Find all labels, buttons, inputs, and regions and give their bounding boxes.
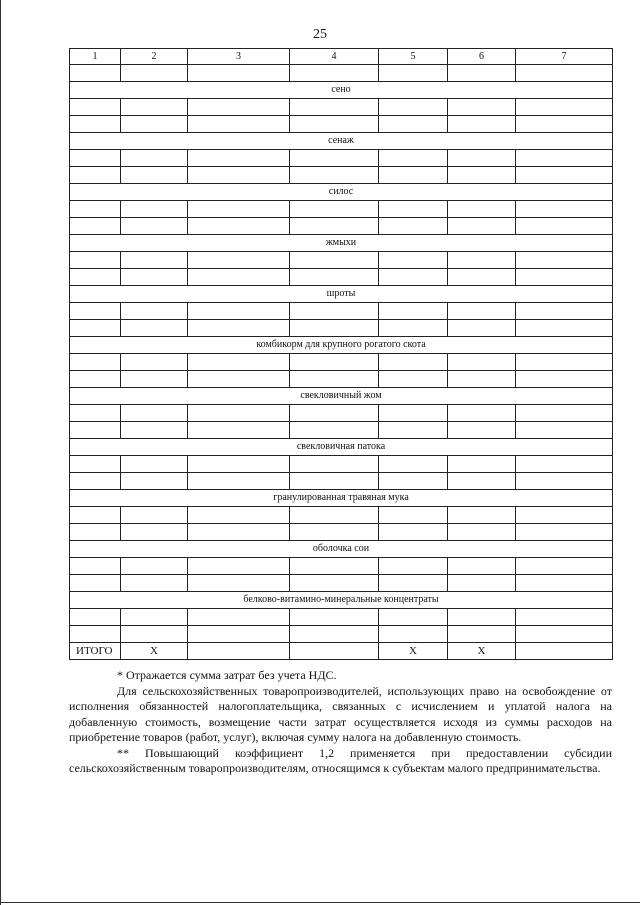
empty-row bbox=[70, 99, 613, 116]
total-cell bbox=[188, 643, 290, 660]
column-number: 1 bbox=[70, 49, 121, 65]
column-number: 3 bbox=[188, 49, 290, 65]
empty-row bbox=[70, 558, 613, 575]
column-number-row bbox=[70, 49, 613, 65]
column-number: 4 bbox=[290, 49, 379, 65]
section-row bbox=[70, 439, 613, 456]
empty-row bbox=[70, 65, 613, 82]
footnote-coefficient: ** Повышающий коэффициент 1,2 применяется при предоставлении субсидии сельскохозяйственным товаропроизводителям, относящимся к субъектам малого предпринимательства. bbox=[69, 745, 612, 775]
scan-bottom-edge bbox=[0, 902, 640, 903]
section-title: оболочка сои bbox=[70, 541, 613, 558]
column-number: 2 bbox=[121, 49, 188, 65]
section-title: сено bbox=[70, 82, 613, 99]
column-number: 6 bbox=[448, 49, 516, 65]
section-row bbox=[70, 184, 613, 201]
section-title: свекловичная патока bbox=[70, 439, 613, 456]
total-cell: Х bbox=[448, 643, 516, 660]
total-cell bbox=[516, 643, 613, 660]
column-number: 7 bbox=[516, 49, 613, 65]
section-title: гранулированная травяная мука bbox=[70, 490, 613, 507]
section-title: белково-витамино-минеральные концентраты bbox=[70, 592, 613, 609]
section-title: шроты bbox=[70, 286, 613, 303]
section-title: силос bbox=[70, 184, 613, 201]
empty-row bbox=[70, 609, 613, 626]
empty-row bbox=[70, 218, 613, 235]
section-row bbox=[70, 592, 613, 609]
section-row bbox=[70, 286, 613, 303]
empty-row bbox=[70, 167, 613, 184]
footnote-vat: * Отражается сумма затрат без учета НДС. bbox=[117, 668, 337, 682]
footnotes bbox=[69, 668, 612, 777]
total-cell bbox=[290, 643, 379, 660]
section-title: свекловичный жом bbox=[70, 388, 613, 405]
empty-row bbox=[70, 303, 613, 320]
section-row bbox=[70, 490, 613, 507]
total-cell: Х bbox=[379, 643, 448, 660]
footnote-exemption: Для сельскохозяйственных товаропроизводителей, использующих право на освобождение от исполнения обязанностей налогоплательщика, связанных с исчислением и уплатой налога на добавленную стоимость, возмещение части затрат осуществляется исходя из суммы расходов на приобретение товаров (работ, услуг), включая сумму налога на добавленную стоимость. bbox=[69, 683, 612, 744]
empty-row bbox=[70, 507, 613, 524]
empty-row bbox=[70, 524, 613, 541]
empty-row bbox=[70, 405, 613, 422]
column-number: 5 bbox=[379, 49, 448, 65]
empty-row bbox=[70, 473, 613, 490]
empty-row bbox=[70, 575, 613, 592]
section-row bbox=[70, 337, 613, 354]
section-row bbox=[70, 82, 613, 99]
empty-row bbox=[70, 252, 613, 269]
empty-row bbox=[70, 201, 613, 218]
section-row bbox=[70, 541, 613, 558]
scan-left-edge bbox=[0, 0, 1, 905]
total-cell: Х bbox=[121, 643, 188, 660]
empty-row bbox=[70, 320, 613, 337]
total-label: ИТОГО bbox=[70, 643, 121, 660]
empty-row bbox=[70, 456, 613, 473]
section-row bbox=[70, 133, 613, 150]
section-title: жмыхи bbox=[70, 235, 613, 252]
feed-cost-table bbox=[69, 48, 613, 660]
empty-row bbox=[70, 422, 613, 439]
empty-row bbox=[70, 269, 613, 286]
section-row bbox=[70, 388, 613, 405]
total-row bbox=[70, 643, 613, 660]
section-title: сенаж bbox=[70, 133, 613, 150]
empty-row bbox=[70, 371, 613, 388]
section-row bbox=[70, 235, 613, 252]
page-number: 25 bbox=[313, 27, 327, 42]
section-title: комбикорм для крупного рогатого скота bbox=[70, 337, 613, 354]
empty-row bbox=[70, 150, 613, 167]
empty-row bbox=[70, 626, 613, 643]
empty-row bbox=[70, 116, 613, 133]
empty-row bbox=[70, 354, 613, 371]
